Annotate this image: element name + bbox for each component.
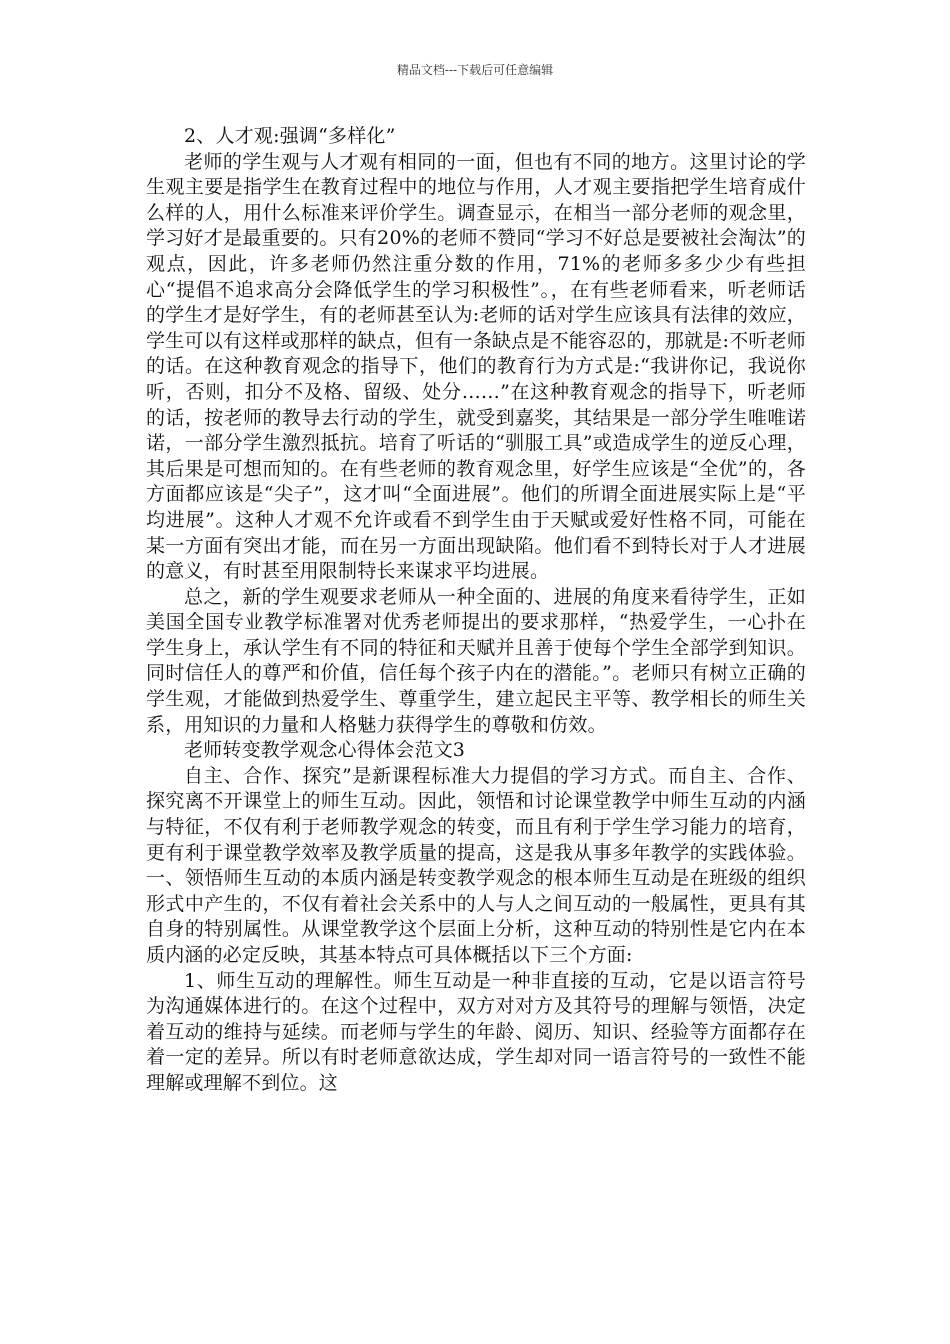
section-heading: 2、人才观:强调“多样化”	[184, 125, 396, 147]
essay-title: 老师转变教学观念心得体会范文3	[184, 739, 466, 762]
paragraph: 自主、合作、探究”是新课程标准大力提倡的学习方式。而自主、合作、探究离不开课堂上的师生互动。因此，领悟和讨论课堂教学中师生互动的内涵与特征，不仅有利于老师教学观念的转变，而且有利于学生学习能力的培育，更有利于课堂教学效率及教学质量的提高，这是我从事多年教学的实践体验。一、领悟师生互动的本质内涵是转变教学观念的根本师生互动是在班级的组织形式中产生的，不仅有着社会关系中的人与人之间互动的一般属性，更具有其自身的特别属性。从课堂教学这个层面上分析，这种互动的特别性是它内在本质内涵的必定反映，其基本特点可具体概括以下三个方面:	[146, 764, 806, 966]
paragraph: 老师的学生观与人才观有相同的一面，但也有不同的地方。这里讨论的学生观主要是指学生在教育过程中的地位与作用，人才观主要指把学生培育成什么样的人，用什么标准来评价学生。调查显示，在相当一部分老师的观念里，学习好才是最重要的。只有20%的老师不赞同“学习不好总是要被社会淘汰”的观点，因此，许多老师仍然注重分数的作用，71%的老师多多少少有些担心“提倡不追求高分会降低学生的学习积极性”。，在有些老师看来，听老师话的学生才是好学生，有的老师甚至认为:老师的话对学生应该具有法律的效应，学生可以有这样或那样的缺点，但有一条缺点是不能容忍的，那就是:不听老师的话。在这种教育观念的指导下，他们的教育行为方式是:“我讲你记，我说你听，否则，扣分不及格、留级、处分……”在这种教育观念的指导下，听老师的话，按老师的教导去行动的学生，就受到嘉奖，其结果是一部分学生唯唯诺诺，一部分学生激烈抵抗。培育了听话的“驯服工具”或造成学生的逆反心理，其后果是可想而知的。在有些老师的教育观念里，好学生应该是“全优”的，各方面都应该是“尖子”，这才叫“全面进展”。他们的所谓全面进展实际上是“平均进展”。这种人才观不允许或看不到学生由于天赋或爱好性格不同，可能在某一方面有突出才能，而在另一方面出现缺陷。他们看不到特长对于人才进展的意义，有时甚至用限制特长来谋求平均进展。	[146, 150, 806, 583]
page-header: 精品文档---下载后可任意编辑	[396, 63, 554, 77]
document-body	[146, 124, 806, 1097]
paragraph: 总之，新的学生观要求老师从一种全面的、进展的角度来看待学生，正如美国全国专业教学标准署对优秀老师提出的要求那样，“热爱学生，一心扑在学生身上，承认学生有不同的特征和天赋并且善于使每个学生全部学到知识。同时信任人的尊严和价值，信任每个孩子内在的潜能。”。老师只有树立正确的学生观，才能做到热爱学生、尊重学生，建立起民主平等、教学相长的师生关系，用知识的力量和人格魅力获得学生的尊敬和仿效。	[146, 585, 806, 736]
paragraph: 1、师生互动的理解性。师生互动是一种非直接的互动，它是以语言符号为沟通媒体进行的。在这个过程中，双方对对方及其符号的理解与领悟，决定着互动的维持与延续。而老师与学生的年龄、阅历、知识、经验等方面都存在着一定的差异。所以有时老师意欲达成，学生却对同一语言符号的一致性不能理解或理解不到位。这	[146, 969, 806, 1094]
